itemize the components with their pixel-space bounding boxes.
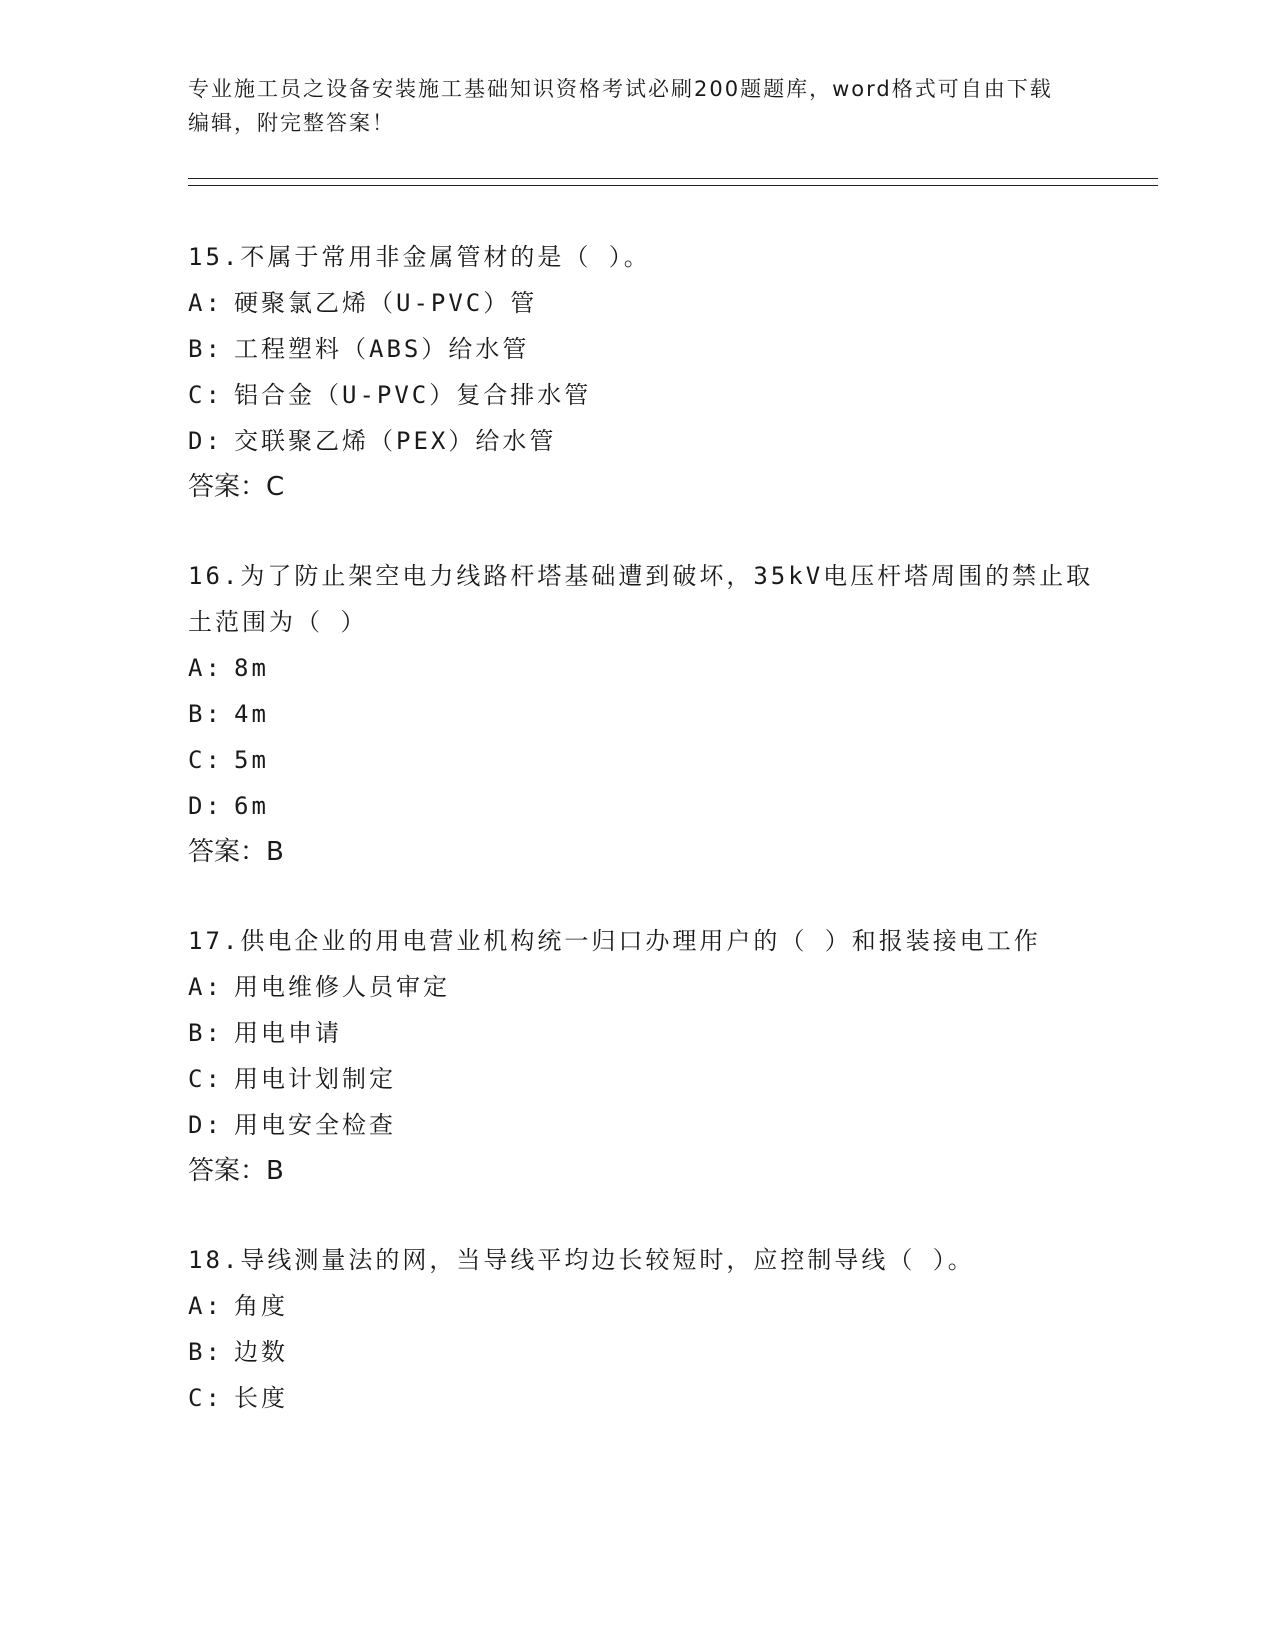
question-item: [188, 234, 1158, 510]
option-letter: A:: [188, 654, 223, 682]
option-text: 8m: [234, 654, 269, 682]
option-letter: B:: [188, 1338, 223, 1366]
option-b: [188, 1010, 1158, 1056]
header-double-rule: [188, 178, 1158, 186]
option-text: 6m: [234, 792, 269, 820]
option-letter: C:: [188, 1384, 223, 1412]
document-header: 专业施工员之设备安装施工基础知识资格考试必刷200题题库，word格式可自由下载编辑，附完整答案！: [188, 77, 1053, 135]
option-letter: C:: [188, 381, 223, 409]
question-item: [188, 553, 1158, 875]
option-letter: D:: [188, 792, 223, 820]
option-c: [188, 1056, 1158, 1102]
option-c: [188, 737, 1158, 783]
question-stem: 15.不属于常用非金属管材的是（ ）。: [188, 243, 651, 271]
answer-line: 答案：B: [188, 1156, 284, 1186]
option-a: [188, 1283, 1158, 1329]
option-text: 工程塑料（ABS）给水管: [234, 335, 530, 363]
question-list: [188, 234, 1158, 1421]
option-c: [188, 372, 1158, 418]
option-letter: D:: [188, 1111, 223, 1139]
option-letter: C:: [188, 746, 223, 774]
option-a: [188, 964, 1158, 1010]
option-text: 铝合金（U-PVC）复合排水管: [234, 381, 592, 409]
document-page: [188, 72, 1158, 1464]
option-letter: A:: [188, 289, 223, 317]
option-b: [188, 1329, 1158, 1375]
option-letter: A:: [188, 973, 223, 1001]
option-a: [188, 280, 1158, 326]
question-item: [188, 918, 1158, 1194]
option-text: 用电申请: [234, 1019, 342, 1047]
option-letter: B:: [188, 1019, 223, 1047]
option-d: [188, 418, 1158, 464]
option-b: [188, 691, 1158, 737]
option-letter: B:: [188, 335, 223, 363]
option-text: 长度: [234, 1384, 288, 1412]
answer-line: 答案：B: [188, 837, 284, 867]
option-letter: A:: [188, 1292, 223, 1320]
question-stem: 16.为了防止架空电力线路杆塔基础遭到破坏，35kV电压杆塔周围的禁止取土范围为（ ）: [188, 562, 1094, 636]
option-d: [188, 1102, 1158, 1148]
option-d: [188, 783, 1158, 829]
option-text: 用电安全检查: [234, 1111, 396, 1139]
option-letter: D:: [188, 427, 223, 455]
option-text: 用电计划制定: [234, 1065, 396, 1093]
question-stem: 18.导线测量法的网，当导线平均边长较短时，应控制导线（ ）。: [188, 1246, 975, 1274]
option-a: [188, 645, 1158, 691]
option-c: [188, 1375, 1158, 1421]
question-stem: 17.供电企业的用电营业机构统一归口办理用户的（ ）和报装接电工作: [188, 927, 1041, 955]
option-text: 交联聚乙烯（PEX）给水管: [234, 427, 557, 455]
option-text: 硬聚氯乙烯（U-PVC）管: [234, 289, 538, 317]
option-b: [188, 326, 1158, 372]
answer-line: 答案：C: [188, 472, 285, 502]
option-text: 4m: [234, 700, 269, 728]
option-text: 5m: [234, 746, 269, 774]
option-text: 角度: [234, 1292, 288, 1320]
option-text: 边数: [234, 1338, 288, 1366]
option-text: 用电维修人员审定: [234, 973, 450, 1001]
option-letter: C:: [188, 1065, 223, 1093]
question-item: [188, 1237, 1158, 1421]
option-letter: B:: [188, 700, 223, 728]
